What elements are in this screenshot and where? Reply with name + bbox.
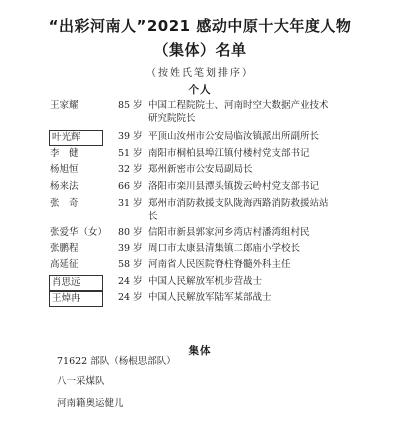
person-description: 中国工程院院士、河南时空大数据产业技术 bbox=[148, 100, 329, 111]
individual-row bbox=[0, 291, 400, 306]
individual-row bbox=[0, 242, 400, 257]
person-name: 李 健 bbox=[50, 148, 79, 159]
individual-row bbox=[0, 130, 400, 145]
person-age: 80 岁 bbox=[118, 227, 143, 238]
person-description: 南阳市桐柏县埠江镇付楼村党支部书记 bbox=[148, 148, 310, 159]
individual-row bbox=[0, 226, 400, 241]
individual-row bbox=[0, 210, 400, 225]
person-age: 39 岁 bbox=[118, 131, 143, 142]
group-item: 河南籍奥运健儿 bbox=[57, 398, 124, 409]
person-name: 杨旭恒 bbox=[50, 164, 79, 175]
person-description: 平顶山汝州市公安局临汝镇派出所副所长 bbox=[148, 131, 320, 142]
individual-row bbox=[0, 180, 400, 195]
person-age: 51 岁 bbox=[118, 148, 143, 159]
person-description: 中国人民解放军机步营战士 bbox=[148, 276, 263, 287]
individual-row bbox=[0, 147, 400, 162]
person-age: 39 岁 bbox=[118, 243, 143, 254]
document-title-line-2: （集体）名单 bbox=[153, 41, 247, 59]
person-description: 中国人民解放军陆军某部战士 bbox=[148, 292, 272, 303]
person-name: 叶光辉 bbox=[49, 130, 103, 146]
individual-row bbox=[0, 163, 400, 178]
person-description: 郑州市消防救援支队陇海西路消防救援站站 bbox=[148, 198, 329, 209]
person-name: 张 奇 bbox=[50, 198, 79, 209]
person-age: 66 岁 bbox=[118, 181, 143, 192]
person-name: 高延征 bbox=[50, 259, 79, 270]
section-heading-groups: 集体 bbox=[188, 345, 212, 357]
person-description: 河南省人民医院脊柱脊髓外科主任 bbox=[148, 259, 291, 270]
person-name: 王焯冉 bbox=[49, 291, 103, 307]
sort-order-note: （按姓氏笔划排序） bbox=[146, 68, 254, 79]
person-description: 信阳市新县郭家河乡湾店村潘湾组村民 bbox=[148, 227, 310, 238]
person-age: 32 岁 bbox=[118, 164, 143, 175]
person-description: 郑州新密市公安局副局长 bbox=[148, 164, 253, 175]
individual-row bbox=[0, 275, 400, 290]
person-age: 58 岁 bbox=[118, 259, 143, 270]
person-age: 31 岁 bbox=[118, 198, 143, 209]
person-description: 长 bbox=[148, 211, 158, 222]
person-name: 王家耀 bbox=[50, 100, 79, 111]
individual-row bbox=[0, 112, 400, 127]
section-heading-individuals: 个人 bbox=[188, 84, 212, 96]
person-name: 张爱华（女） bbox=[50, 227, 108, 238]
person-age: 85 岁 bbox=[118, 100, 143, 111]
person-description: 研究院院长 bbox=[148, 113, 196, 124]
person-age: 24 岁 bbox=[118, 276, 143, 287]
person-age: 24 岁 bbox=[118, 292, 143, 303]
group-item: 71622 部队（杨根思部队） bbox=[57, 356, 176, 367]
person-description: 洛阳市栾川县潭头镇拨云岭村党支部书记 bbox=[148, 181, 320, 192]
person-description: 周口市太康县清集镇二郎庙小学校长 bbox=[148, 243, 301, 254]
document-title-line-1: “出彩河南人”2021 感动中原十大年度人物 bbox=[48, 17, 352, 35]
person-name: 杨来法 bbox=[50, 181, 79, 192]
person-name: 肖思远 bbox=[49, 275, 103, 291]
group-item: 八一采煤队 bbox=[57, 376, 105, 387]
individual-row bbox=[0, 258, 400, 273]
person-name: 张鹏程 bbox=[50, 243, 79, 254]
